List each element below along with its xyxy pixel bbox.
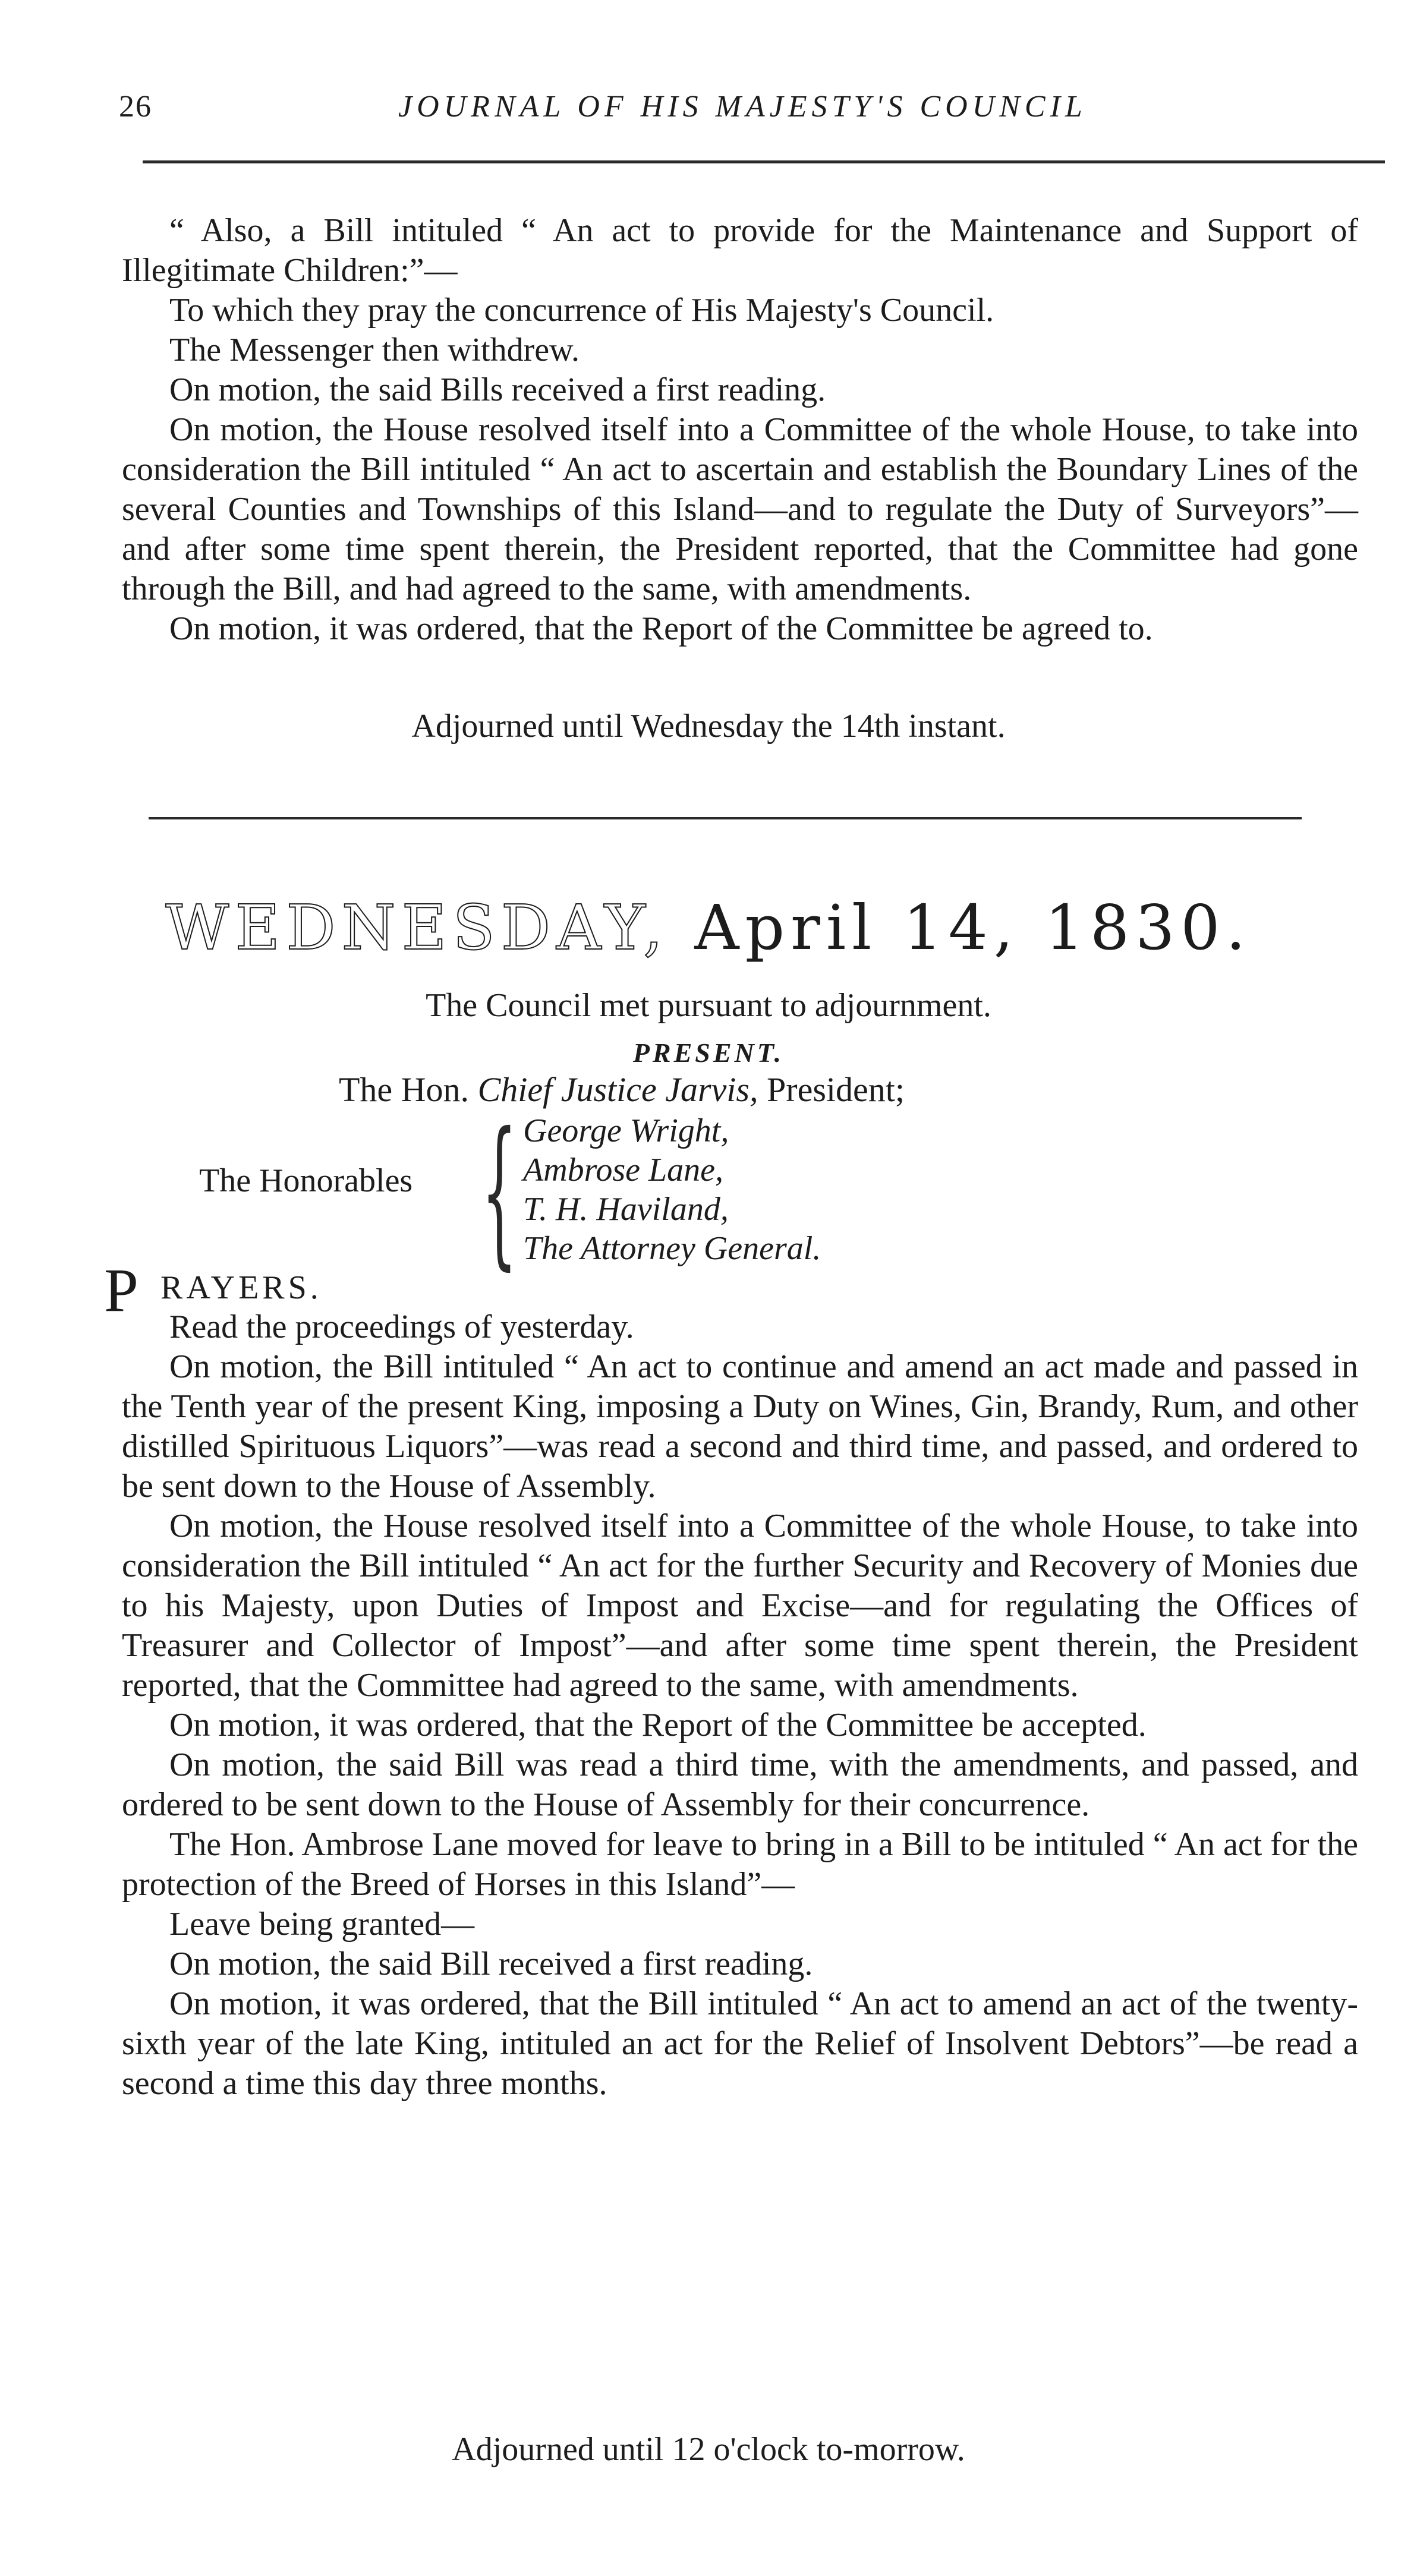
honorables-list <box>523 1111 821 1268</box>
president-prefix: The Hon. <box>339 1070 470 1109</box>
present-label: PRESENT. <box>632 1038 785 1068</box>
day-heading <box>0 891 1417 964</box>
page-number: 26 <box>119 90 152 124</box>
council-met-line: The Council met pursuant to adjournment. <box>426 987 991 1024</box>
paragraph: On motion, it was ordered, that the Bill intituled “ An act to amend an act of the twenty-sixth year of the late King, intituled an act for the Relief of Insolvent Debtors”—be read a second a time this day three months. <box>122 1985 1358 2102</box>
running-head: JOURNAL OF HIS MAJESTY'S COUNCIL <box>398 90 1087 124</box>
paragraph: On motion, it was ordered, that the Report of the Committee be agreed to. <box>169 610 1153 647</box>
honorable-member: The Attorney General. <box>523 1230 821 1267</box>
paragraph: On motion, the said Bills received a first reading. <box>169 371 826 408</box>
page-header <box>119 83 1325 137</box>
paragraph: “ Also, a Bill intituled “ An act to provide for the Maintenance and Support of Illegitimate Children:”— <box>122 212 1358 289</box>
honorable-member: George Wright, <box>523 1112 729 1149</box>
honorable-member: Ambrose Lane, <box>523 1152 724 1188</box>
section-divider <box>149 817 1302 819</box>
section-wednesday-proceedings <box>122 1307 1358 2104</box>
paragraph: To which they pray the concurrence of His Majesty's Council. <box>169 292 994 329</box>
prayers-heading: RAYERS. <box>160 1269 322 1306</box>
day-heading-weekday: WEDNESDAY, <box>165 891 669 964</box>
president-title: President; <box>767 1070 905 1109</box>
paragraph: On motion, the said Bill received a first reading. <box>169 1946 813 1982</box>
paragraph: On motion, the Bill intituled “ An act to continue and amend an act made and passed in the Tenth year of the present King, imposing a Duty on Wines, Gin, Brandy, Rum, and other distilled Spirituous Liquors”—was read a second and third time, and passed, and ordered to be sent down to the House of Assembly. <box>122 1348 1358 1505</box>
paragraph: Leave being granted— <box>169 1906 475 1943</box>
brace-glyph: { <box>481 1098 518 1285</box>
paragraph: On motion, the said Bill was read a third time, with the amendments, and passed, and ordered to be sent down to the House of Assembly for their concurrence. <box>122 1746 1358 1823</box>
header-rule <box>143 160 1385 163</box>
paragraph: On motion, the House resolved itself into a Committee of the whole House, to take into consideration the Bill intituled “ An act for the further Security and Recovery of Monies due to his Majesty, upon Duties of Impost and Excise—and for regulating the Offices of Treasurer and Collector of Impost”—and after some time spent therein, the President reported, that the Committee had agreed to the same, with amendments. <box>122 1508 1358 1704</box>
paragraph: On motion, the House resolved itself into a Committee of the whole House, to take into consideration the Bill intituled “ An act to ascertain and establish the Boundary Lines of the several Counties and Townships of this Island—and to regulate the Duty of Surveyors”—and after some time spent therein, the President reported, that the Committee had gone through the Bill, and had agreed to the same, with amendments. <box>122 411 1358 607</box>
day-heading-date: April 14, 1830. <box>694 891 1252 964</box>
paragraph: On motion, it was ordered, that the Report of the Committee be accepted. <box>169 1707 1147 1743</box>
honorable-member: T. H. Haviland, <box>523 1191 729 1228</box>
honorables-label: The Honorables <box>199 1162 413 1199</box>
section-previous-day <box>122 211 1358 649</box>
paragraph: The Hon. Ambrose Lane moved for leave to bring in a Bill to be intituled “ An act for the protection of the Breed of Horses in this Island”— <box>122 1826 1358 1903</box>
president-name: Chief Justice Jarvis, <box>477 1070 758 1109</box>
adjournment-line: Adjourned until Wednesday the 14th instant. <box>411 708 1006 745</box>
adjournment-line: Adjourned until 12 o'clock to-morrow. <box>452 2431 965 2468</box>
paragraph: Read the proceedings of yesterday. <box>169 1309 634 1345</box>
president-line <box>339 1070 905 1109</box>
paragraph: The Messenger then withdrew. <box>169 332 580 368</box>
prayers-drop-cap: P <box>104 1256 138 1325</box>
